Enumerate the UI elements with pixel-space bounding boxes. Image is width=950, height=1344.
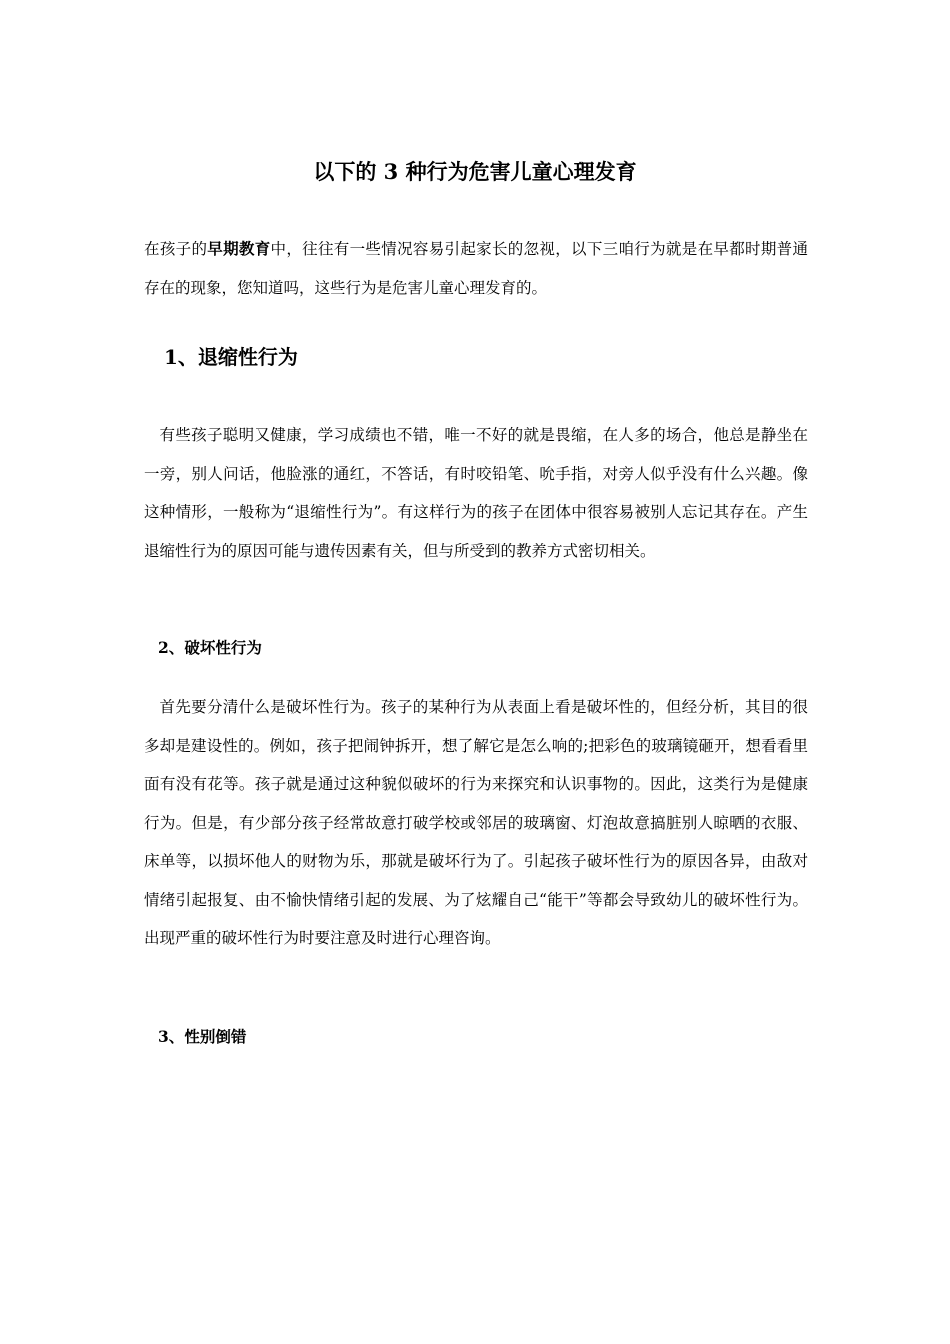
section-3-number: 3 — [158, 1027, 169, 1046]
section-2-number: 2 — [158, 638, 169, 657]
section-1-body: 有些孩子聪明又健康，学习成绩也不错，唯一不好的就是畏缩，在人多的场合，他总是静坐在一旁，别人问话，他脸涨的通红，不答话，有时咬铅笔、吮手指，对旁人似乎没有什么兴趣。像这种情形，一般称为“退缩性行为”。有这样行为的孩子在团体中很容易被别人忘记其存在。产生退缩性行为的原因可能与遗传因素有关，但与所受到的教养方式密切相关。 — [144, 426, 808, 560]
section-3-title: 性别倒错 — [184, 1027, 247, 1046]
intro-suffix: 中，往往有一些情况容易引起家长的忽视，以下三咱行为就是在早都时期普通存在的现象，您知道吗，这些行为是危害儿童心理发育的。 — [144, 240, 808, 297]
section-1-title: 退缩性行为 — [197, 345, 298, 369]
intro-paragraph — [144, 230, 808, 307]
section-1-separator: 、 — [177, 345, 198, 369]
document-title: 以下的 3 种行为危害儿童心理发育 — [313, 159, 637, 184]
intro-prefix: 在孩子的 — [144, 240, 208, 258]
section-1-number: 1 — [164, 345, 178, 369]
section-2-heading — [158, 636, 262, 660]
section-1-heading — [164, 342, 298, 372]
section-2-separator: 、 — [168, 638, 185, 657]
section-3-heading — [158, 1025, 246, 1049]
section-2-body: 首先要分清什么是破坏性行为。孩子的某种行为从表面上看是破坏性的，但经分析，其目的很多却是建设性的。例如，孩子把闹钟拆开，想了解它是怎么响的;把彩色的玻璃镜砸开，想看看里面有没有花等。孩子就是通过这种貌似破坏的行为来探究和认识事物的。因此，这类行为是健康行为。但是，有少部分孩子经常故意打破学校或邻居的玻璃窗、灯泡故意搞脏别人晾晒的衣服、床单等，以损坏他人的财物为乐，那就是破坏行为了。引起孩子破坏性行为的原因各异，由敌对情绪引起报复、由不愉快情绪引起的发展、为了炫耀自己“能干”等都会导致幼儿的破坏性行为。出现严重的破坏性行为时要注意及时进行心理咨询。 — [144, 698, 808, 947]
intro-keyword: 早期教育 — [207, 239, 271, 258]
section-2-title: 破坏性行为 — [184, 638, 262, 657]
section-3-separator: 、 — [168, 1027, 185, 1046]
